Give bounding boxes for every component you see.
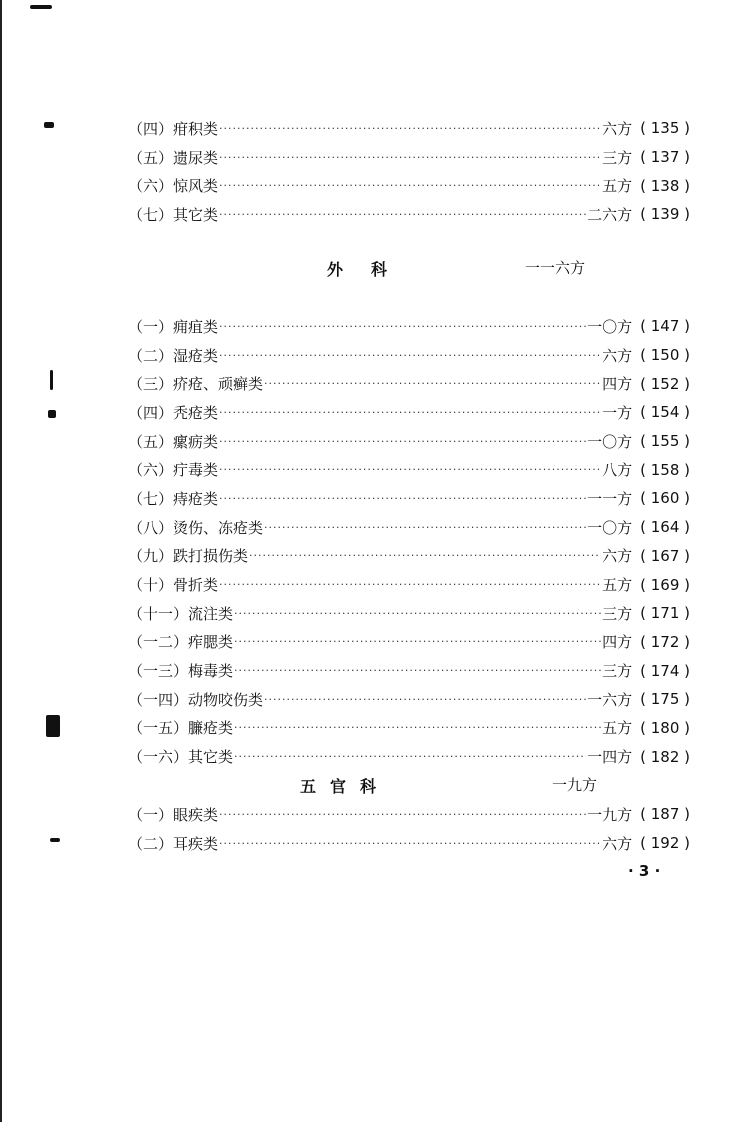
entry-count: 三方	[602, 148, 633, 167]
entry-page: ( 160 )	[640, 489, 690, 508]
toc-section-surgery	[128, 312, 690, 771]
toc-entry	[128, 171, 690, 200]
leader-dots	[219, 349, 601, 362]
entry-count: 六方	[602, 547, 633, 566]
entry-title: 动物咬伤类	[188, 690, 264, 709]
entry-count: 一〇方	[587, 317, 633, 336]
entry-count: 六方	[602, 834, 633, 853]
entry-number: （九）	[128, 547, 174, 566]
entry-title: 瘰疬类	[173, 432, 219, 451]
scan-speck	[30, 5, 52, 9]
entry-page: ( 150 )	[640, 346, 690, 365]
entry-count: 一〇方	[587, 518, 633, 537]
entry-page: ( 169 )	[640, 575, 690, 594]
entry-number: （四）	[128, 403, 174, 422]
entry-title: 烫伤、冻疮类	[173, 518, 264, 537]
entry-count: 一一方	[587, 489, 633, 508]
scan-speck	[46, 715, 60, 737]
entry-number: （十）	[128, 576, 174, 595]
entry-number: （一二）	[128, 633, 189, 652]
entry-count: 一四方	[587, 748, 633, 767]
entry-page: ( 167 )	[640, 546, 690, 565]
entry-count: 六方	[602, 119, 633, 138]
entry-page: ( 164 )	[640, 518, 690, 537]
leader-dots	[219, 208, 586, 221]
entry-number: （一三）	[128, 662, 189, 681]
entry-page: ( 138 )	[640, 176, 690, 195]
toc-entry	[128, 513, 690, 542]
leader-dots	[219, 151, 601, 164]
leader-dots	[219, 122, 601, 135]
entry-title: 其它类	[173, 205, 219, 224]
entry-title: 疥疮、顽癣类	[173, 375, 264, 394]
leader-dots	[219, 406, 601, 419]
entry-number: （一六）	[128, 748, 189, 767]
toc-entry	[128, 599, 690, 628]
entry-count: 一九方	[587, 805, 633, 824]
entry-page: ( 182 )	[640, 747, 690, 766]
toc-entry	[128, 200, 690, 229]
entry-page: ( 152 )	[640, 374, 690, 393]
entry-title: 流注类	[188, 604, 234, 623]
page-number: · 3 ·	[628, 862, 661, 880]
entry-page: ( 175 )	[640, 690, 690, 709]
entry-number: （七）	[128, 489, 174, 508]
toc-entry	[128, 143, 690, 172]
leader-dots	[219, 463, 601, 476]
leader-dots	[264, 377, 601, 390]
leader-dots	[264, 693, 586, 706]
entry-title: 惊风类	[173, 177, 219, 196]
leader-dots	[219, 578, 601, 591]
entry-count: 四方	[602, 375, 633, 394]
toc-entry	[128, 114, 690, 143]
entry-number: （三）	[128, 375, 174, 394]
leader-dots	[219, 492, 586, 505]
entry-title: 痈疽类	[173, 317, 219, 336]
entry-page: ( 154 )	[640, 403, 690, 422]
leader-dots	[249, 549, 601, 562]
toc-entry	[128, 427, 690, 456]
scan-speck	[50, 838, 60, 842]
entry-title: 梅毒类	[188, 662, 234, 681]
entry-count: 四方	[602, 633, 633, 652]
toc-entry	[128, 484, 690, 513]
leader-dots	[264, 521, 586, 534]
leader-dots	[234, 635, 601, 648]
entry-count: 一六方	[587, 690, 633, 709]
entry-title: 秃疮类	[173, 403, 219, 422]
entry-number: （五）	[128, 148, 174, 167]
entry-page: ( 174 )	[640, 661, 690, 680]
entry-number: （五）	[128, 432, 174, 451]
leader-dots	[219, 808, 586, 821]
entry-page: ( 171 )	[640, 604, 690, 623]
entry-number: （七）	[128, 205, 174, 224]
leader-dots	[219, 179, 601, 192]
entry-number: （二）	[128, 346, 174, 365]
entry-page: ( 192 )	[640, 834, 690, 853]
section-heading-count: 一九方	[552, 776, 598, 794]
entry-page: ( 137 )	[640, 148, 690, 167]
toc-entry	[128, 829, 690, 858]
entry-title: 跌打损伤类	[173, 547, 249, 566]
leader-dots	[219, 435, 586, 448]
entry-count: 三方	[602, 604, 633, 623]
toc-entry	[128, 341, 690, 370]
entry-number: （十一）	[128, 604, 189, 623]
entry-title: 痄腮类	[188, 633, 234, 652]
section-heading-ent: 五官科	[300, 777, 391, 796]
entry-number: （一）	[128, 317, 174, 336]
entry-number: （六）	[128, 177, 174, 196]
toc-entry	[128, 685, 690, 714]
entry-number: （六）	[128, 461, 174, 480]
entry-number: （一四）	[128, 690, 189, 709]
entry-count: 六方	[602, 346, 633, 365]
entry-title: 疔毒类	[173, 461, 219, 480]
entry-page: ( 180 )	[640, 718, 690, 737]
entry-count: 五方	[602, 719, 633, 738]
entry-number: （二）	[128, 834, 174, 853]
toc-entry	[128, 742, 690, 771]
toc-entry	[128, 628, 690, 657]
entry-count: 一〇方	[587, 432, 633, 451]
entry-page: ( 172 )	[640, 632, 690, 651]
entry-number: （一）	[128, 805, 174, 824]
toc-entry	[128, 369, 690, 398]
toc-entry	[128, 800, 690, 829]
scan-speck	[50, 370, 53, 390]
toc-entry	[128, 312, 690, 341]
toc-entry	[128, 542, 690, 571]
entry-count: 五方	[602, 177, 633, 196]
entry-title: 疳积类	[173, 119, 219, 138]
scan-speck	[44, 122, 54, 128]
toc-entry	[128, 656, 690, 685]
toc-section-continuation	[128, 114, 690, 229]
entry-number: （四）	[128, 119, 174, 138]
entry-count: 五方	[602, 576, 633, 595]
entry-count: 一方	[602, 403, 633, 422]
entry-page: ( 158 )	[640, 460, 690, 479]
entry-number: （八）	[128, 518, 174, 537]
toc-section-ent	[128, 800, 690, 857]
section-heading-surgery: 外科	[327, 260, 416, 279]
toc-entry	[128, 398, 690, 427]
entry-title: 湿疮类	[173, 346, 219, 365]
toc-entry	[128, 714, 690, 743]
leader-dots	[219, 837, 601, 850]
scan-speck	[48, 410, 56, 418]
entry-title: 耳疾类	[173, 834, 219, 853]
entry-page: ( 155 )	[640, 432, 690, 451]
entry-count: 三方	[602, 662, 633, 681]
entry-title: 遗尿类	[173, 148, 219, 167]
entry-page: ( 139 )	[640, 205, 690, 224]
leader-dots	[234, 750, 586, 763]
leader-dots	[234, 664, 601, 677]
section-heading-count: 一一六方	[525, 259, 586, 277]
leader-dots	[234, 607, 601, 620]
entry-page: ( 135 )	[640, 119, 690, 138]
entry-title: 眼疾类	[173, 805, 219, 824]
leader-dots	[234, 721, 601, 734]
entry-count: 八方	[602, 461, 633, 480]
entry-page: ( 147 )	[640, 317, 690, 336]
page-edge	[0, 0, 2, 1122]
leader-dots	[219, 320, 586, 333]
entry-title: 痔疮类	[173, 489, 219, 508]
toc-entry	[128, 455, 690, 484]
entry-page: ( 187 )	[640, 805, 690, 824]
entry-title: 臁疮类	[188, 719, 234, 738]
entry-count: 二六方	[587, 205, 633, 224]
entry-number: （一五）	[128, 719, 189, 738]
entry-title: 骨折类	[173, 576, 219, 595]
entry-title: 其它类	[188, 748, 234, 767]
toc-entry	[128, 570, 690, 599]
